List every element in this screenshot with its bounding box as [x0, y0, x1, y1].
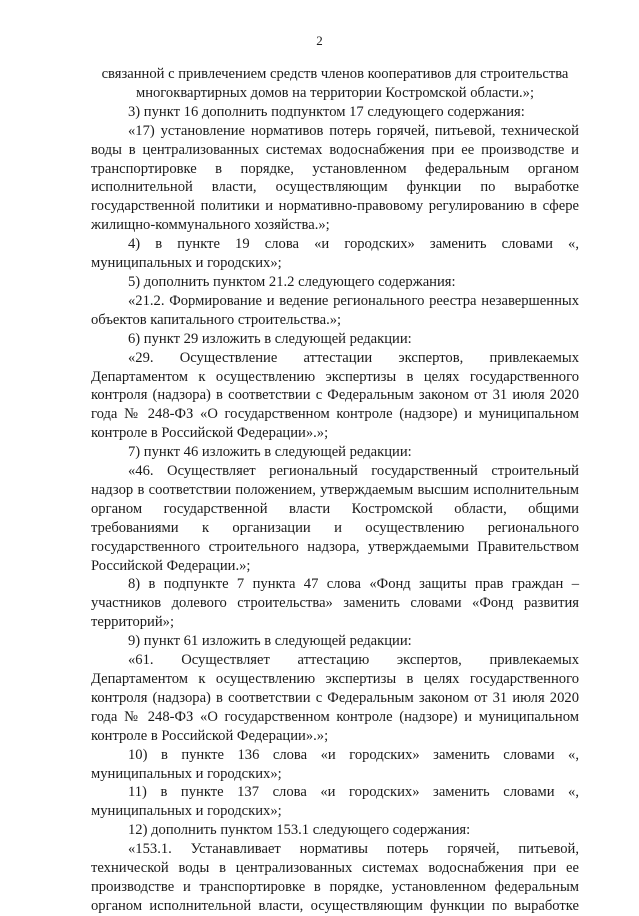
paragraph-item-10: 10) в пункте 136 слова «и городских» заменить словами «, муниципальных и городских»;: [91, 746, 579, 782]
paragraph-point-46: «46. Осуществляет региональный государственный строительный надзор в соответствии положением, утверждаемым высшим исполнительным органом государственной власти Костромской области, общими требованиями к организации и осуществлению регионального государственного строительного надзора, утверждаемыми Правительством Российской Федерации.»;: [91, 463, 579, 574]
paragraph-item-12: 12) дополнить пунктом 153.1 следующего содержания:: [128, 822, 471, 839]
paragraph-item-11: 11) в пункте 137 слова «и городских» заменить словами «, муниципальных и городских»;: [91, 784, 579, 820]
paragraph-item-8: 8) в подпункте 7 пункта 47 слова «Фонд защиты прав граждан – участников долевого строительства» заменить словами «Фонд развития территорий»;: [91, 576, 579, 631]
paragraph-point-29: «29. Осуществление аттестации экспертов, привлекаемых Департаментом к осуществлению экспертизы в целях государственного контроля (надзора) в соответствии с Федеральным законом от 31 июля 2020 года № 248-ФЗ «О государственном контроле (надзоре) и муниципальном контроле в Российской Федерации».»;: [91, 349, 579, 442]
paragraph-point-61: «61. Осуществляет аттестацию экспертов, привлекаемых Департаментом к осуществлению экспертизы в целях государственного контроля (надзора) в соответствии с Федеральным законом от 31 июля 2020 года № 248-ФЗ «О государственном контроле (надзоре) и муниципальном контроле в Российской Федерации».»;: [91, 652, 579, 744]
paragraph-subpoint-17: «17) установление нормативов потерь горячей, питьевой, технической воды в централизованных системах водоснабжения при ее производстве и транспортировке в порядке, установленном федеральным органом исполнительной власти, осуществляющим функции по выработке государственной политики и нормативно-правовому регулированию в сфере жилищно-коммунального хозяйства.»;: [91, 122, 579, 234]
paragraph-point-153-1: «153.1. Устанавливает нормативы потерь горячей, питьевой, технической воды в централизованных системах водоснабжения при ее производстве и транспортировке в порядке, установленном федеральным органом исполнительной власти, осуществляющим функции по выработке: [91, 841, 579, 914]
paragraph-item-6: 6) пункт 29 изложить в следующей редакции:: [128, 330, 412, 347]
paragraph-item-7: 7) пункт 46 изложить в следующей редакции:: [128, 444, 412, 461]
paragraph-continuation: связанной с привлечением средств членов кооперативов для строительства многоквартирных домов на территории Костромской области.»;: [101, 66, 569, 101]
paragraph-item-3: 3) пункт 16 дополнить подпунктом 17 следующего содержания:: [128, 103, 525, 120]
page-number: 2: [316, 33, 323, 48]
paragraph-item-9: 9) пункт 61 изложить в следующей редакции:: [128, 633, 412, 650]
document-body: [91, 65, 579, 916]
paragraph-item-4: 4) в пункте 19 слова «и городских» заменить словами «, муниципальных и городских»;: [91, 236, 579, 272]
paragraph-point-21-2: «21.2. Формирование и ведение регионального реестра незавершенных объектов капитального строительства.»;: [91, 292, 579, 328]
paragraph-item-5: 5) дополнить пунктом 21.2 следующего содержания:: [128, 273, 456, 290]
